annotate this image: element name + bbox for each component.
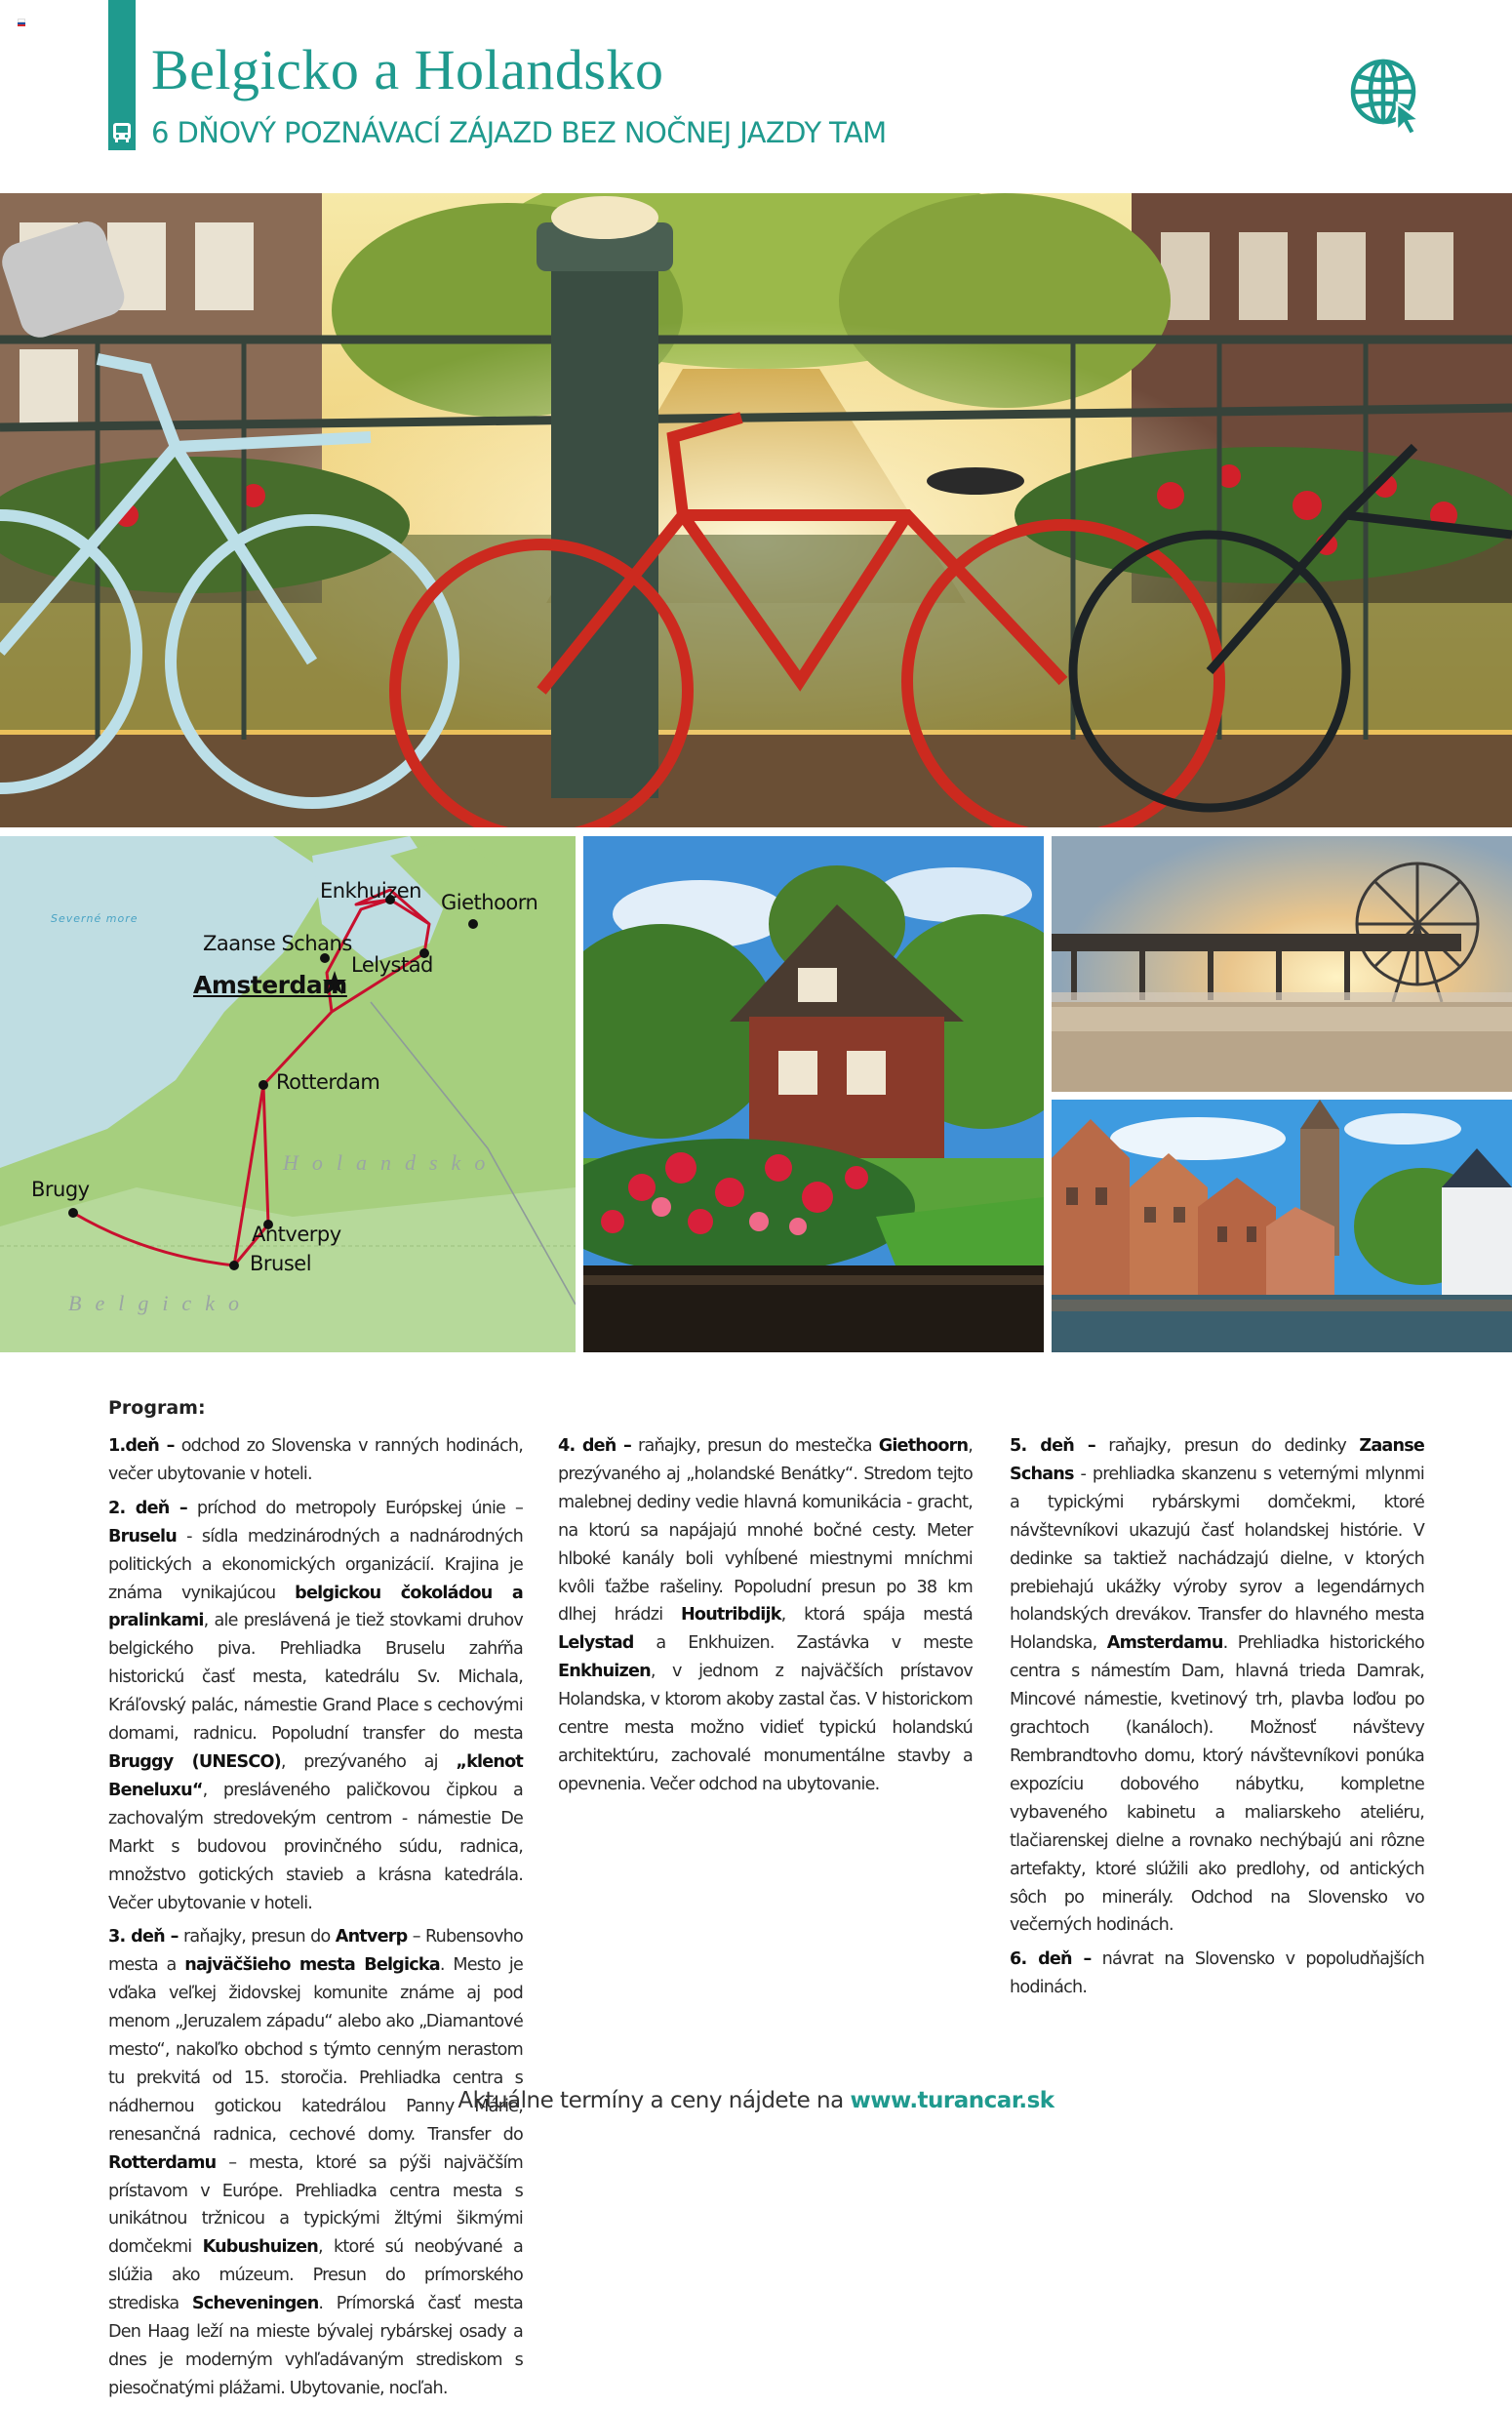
route-map xyxy=(0,836,576,1352)
map-label-brugy: Brugy xyxy=(31,1178,90,1201)
map-label-region-belgium: Belgicko xyxy=(68,1291,253,1315)
map-label-enkhuizen: Enkhuizen xyxy=(320,879,421,903)
slovak-flag-icon xyxy=(18,19,25,24)
giethoorn-house-photo xyxy=(583,836,1044,1352)
map-label-brusel: Brusel xyxy=(250,1252,312,1275)
day-5-paragraph: 5. deň – raňajky, presun do dedinky Zaanse Schans - prehliadka skanzenu s veternými mlynmi a typickými rybárskymi domčekmi, ktoré návštevníkovi ukazujú časť holandskej histórie. V dedinke sa taktiež nachádzajú dielne, v ktorých prebiehajú ukážky výroby syrov a legendárnych holandských drevákov. Transfer do hlavného mesta Holandska, Amsterdamu. Prehliadka historického centra s námestím Dam, hlavná trieda Damrak, Mincové námestie, kvetinový trh, plavba loďou po grachtoch (kanáloch). Možnosť návštevy Rembrandtovho domu, ktorý návštevníkovi ponúka expozíciu dobového nábytku, kompletne vybaveného kabinetu a maliarskeho ateliéru, tlačiarenskej dielne a rovnako nechýbajú ani rôzne artefakty, ktoré slúžili ako predlohy, od antických sôch po minerály. Odchod na Slovensko vo večerných hodinách. xyxy=(1010,1436,1425,1936)
footer-text: Aktuálne termíny a ceny nájdete na xyxy=(458,2088,851,2113)
program-heading: Program: xyxy=(108,1397,206,1419)
day-3-paragraph: 3. deň – raňajky, presun do Antverp – Rubensovho mesta a najväčšieho mesta Belgicka. Mesto je vďaka veľkej židovskej komunite známe aj pod menom „Jeruzalem západu“ alebo ako „Diamantové mesto“, nakoľko obchod s týmto cenným nerastom tu prekvitá od 15. storočia. Prehliadka centra s nádhernou gotickou katedrálou Panny Márie, renesančná radnica, cechové domy. Transfer do Rotterdamu – mesta, ktoré sa pýši najväčším prístavom v Európe. Prehliadka centra mesta s unikátnou tržnicou a typickými žltými šikmými domčekmi Kubushuizen, ktoré sú neobývané a slúžia ako múzeum. Presun do prímorského strediska Scheveningen. Prímorská časť mesta Den Haag leží na mieste bývalej rybárskej osady a dnes je moderným vyhľadávaným strediskom s piesočnatými plážami. Ubytovanie, nocľah. xyxy=(108,1927,524,2398)
program-column-1 xyxy=(108,1432,523,2409)
map-label-lelystad: Lelystad xyxy=(351,953,433,977)
day-2-paragraph: 2. deň – príchod do metropoly Európskej únie – Bruselu - sídla medzinárodných a nadnárodných politických a ekonomických organizácií. Krajina je známa vynikajúcou belgickou čokoládou a pralinkami, ale preslávená je tiež stovkami druhov belgického piva. Prehliadka Bruselu zahŕňa historickú časť mesta, katedrálu Sv. Michala, Kráľovský palác, námestie Grand Place s cechovými domami, radnicu. Popoludní transfer do mesta Bruggy (UNESCO), prezývaného aj „klenot Beneluxu“, presláveného paličkovou čipkou a zachovalým stredovekým centrom - námestie De Markt s budovou provinčného súdu, radnica, množstvo gotických stavieb a krásna katedrála. Večer ubytovanie v hoteli. xyxy=(108,1498,524,1913)
program-column-3 xyxy=(1010,1432,1424,2008)
bus-icon xyxy=(109,120,135,145)
bruges-canal-photo xyxy=(1052,1100,1512,1352)
day-6-paragraph: 6. deň – návrat na Slovensko v popoludňajších hodinách. xyxy=(1010,1949,1424,1998)
footer-website-link[interactable]: www.turancar.sk xyxy=(850,2088,1054,2113)
page-title: Belgicko a Holandsko xyxy=(151,38,664,101)
map-label-antverpy: Antverpy xyxy=(252,1223,341,1246)
map-label-sea: Severné more xyxy=(51,912,139,925)
footer xyxy=(0,2088,1512,2113)
map-label-giethoorn: Giethoorn xyxy=(441,891,538,914)
scheveningen-pier-photo xyxy=(1052,836,1512,1092)
day-1-paragraph: 1.deň – odchod zo Slovenska v ranných hodinách, večer ubytovanie v hoteli. xyxy=(108,1436,523,1484)
page-subtitle: 6 DŇOVÝ POZNÁVACÍ ZÁJAZD BEZ NOČNEJ JAZDY TAM xyxy=(151,116,887,149)
program-column-2 xyxy=(558,1432,973,1805)
map-label-region-netherlands: Holandsko xyxy=(283,1150,499,1175)
map-label-rotterdam: Rotterdam xyxy=(276,1070,380,1094)
day-4-paragraph: 4. deň – raňajky, presun do mestečka Giethoorn, prezývaného aj „holandské Benátky“. Stredom tejto malebnej dediny vedie hlavná komunikácia - gracht, na ktorú sa napájajú mnohé bočné cesty. Meter hlboké kanály boli vyhĺbené miestnymi mníchmi kvôli ťažbe rašeliny. Popoludní presun po 38 km dlhej hrádzi Houtribdijk, ktorá spája mestá Lelystad a Enkhuizen. Zastávka v meste Enkhuizen, v jednom z najväčších prístavov Holandska, v ktorom akoby zastal čas. V historickom centre mesta možno vidieť typickú holandskú architektúru, zachovalé monumentálne stavby a opevnenia. Večer odchod na ubytovanie. xyxy=(558,1436,974,1794)
map-label-zaanse-schans: Zaanse Schans xyxy=(203,932,352,955)
map-label-amsterdam: Amsterdam xyxy=(193,971,347,999)
bicycles-on-canal-bridge-photo xyxy=(0,193,1512,827)
globe-click-icon xyxy=(1348,57,1428,137)
